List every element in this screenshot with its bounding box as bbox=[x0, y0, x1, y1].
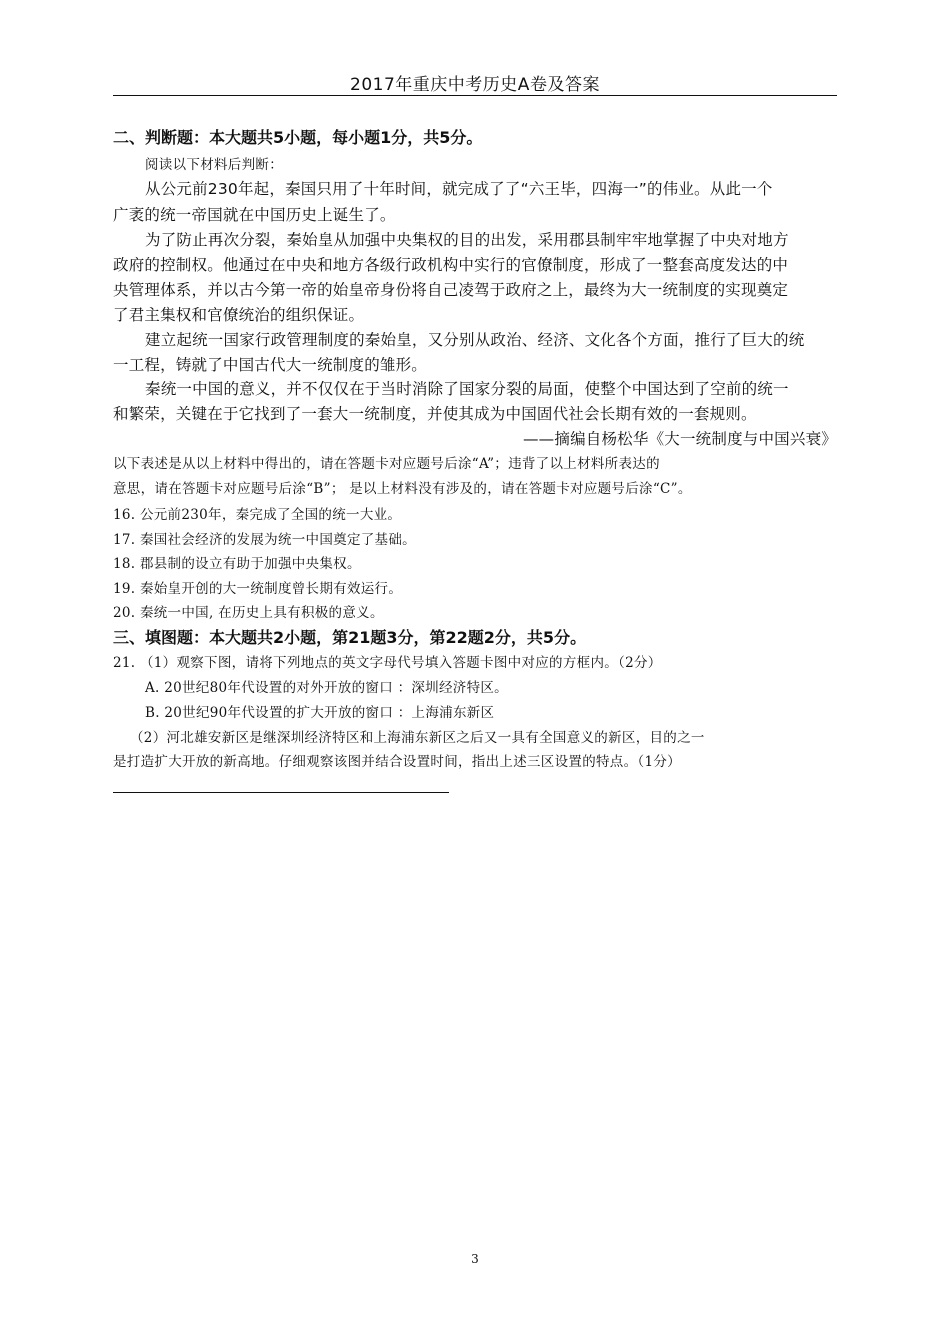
material-line: 秦统一中国的意义，并不仅仅在于当时消除了国家分裂的局面，使整个中国达到了空前的统一 bbox=[145, 380, 789, 398]
question-21-part-1: 21. （1）观察下图，请将下列地点的英文字母代号填入答题卡图中对应的方框内。（2分） bbox=[113, 655, 662, 671]
page-title: 2017年重庆中考历史A卷及答案 bbox=[350, 75, 600, 95]
question-21-option-a: A. 20世纪80年代设置的对外开放的窗口 ：深圳经济特区。 bbox=[145, 680, 508, 696]
direction-line: 以下表述是从以上材料中得出的，请在答题卡对应题号后涂“A”；违背了以上材料所表达的 bbox=[113, 456, 660, 472]
header-divider bbox=[113, 95, 837, 96]
material-line: 建立起统一国家行政管理制度的秦始皇，又分别从政治、经济、文化各个方面，推行了巨大的统 bbox=[145, 331, 805, 349]
section-2-heading: 二、判断题：本大题共5小题，每小题1分，共5分。 bbox=[113, 128, 483, 147]
answer-blank-line bbox=[113, 792, 449, 793]
question-item: 17. 秦国社会经济的发展为统一中国奠定了基础。 bbox=[113, 532, 416, 548]
question-item: 18. 郡县制的设立有助于加强中央集权。 bbox=[113, 556, 361, 572]
material-line: 一工程，铸就了中国古代大一统制度的雏形。 bbox=[113, 356, 428, 374]
material-source: ——摘编自杨松华《大一统制度与中国兴衰》 bbox=[522, 430, 837, 448]
direction-line: 意思，请在答题卡对应题号后涂“B”； 是以上材料没有涉及的，请在答题卡对应题号后涂“C”。 bbox=[113, 481, 692, 497]
material-line: 从公元前230年起，秦国只用了十年时间，就完成了了“六王毕，四海一”的伟业。从此一个 bbox=[145, 180, 773, 198]
instruction-text: 阅读以下材料后判断： bbox=[145, 157, 283, 173]
material-line: 广袤的统一帝国就在中国历史上诞生了。 bbox=[113, 206, 396, 224]
material-line: 和繁荣，关键在于它找到了一套大一统制度，并使其成为中国固代社会长期有效的一套规则。 bbox=[113, 405, 757, 423]
question-21-part-2: （2）河北雄安新区是继深圳经济特区和上海浦东新区之后又一具有全国意义的新区，目的之一 bbox=[130, 730, 705, 746]
page-number: 3 bbox=[471, 1252, 479, 1266]
question-item: 19. 秦始皇开创的大一统制度曾长期有效运行。 bbox=[113, 581, 403, 597]
section-3-heading: 三、填图题：本大题共2小题，第21题3分，第22题2分，共5分。 bbox=[113, 628, 587, 647]
question-21-part-2: 是打造扩大开放的新高地。仔细观察该图并结合设置时间，指出上述三区设置的特点。（1分） bbox=[113, 754, 681, 770]
question-21-option-b: B. 20世纪90年代设置的扩大开放的窗口 ：上海浦东新区 bbox=[145, 705, 495, 721]
material-line: 央管理体系，并以古今第一帝的始皇帝身份将自己凌驾于政府之上，最终为大一统制度的实现奠定 bbox=[113, 281, 789, 299]
material-line: 为了防止再次分裂，秦始皇从加强中央集权的目的出发，采用郡县制牢牢地掌握了中央对地方 bbox=[145, 231, 789, 249]
question-item: 16. 公元前230年，秦完成了全国的统一大业。 bbox=[113, 507, 402, 523]
material-line: 了君主集权和官僚统治的组织保证。 bbox=[113, 306, 365, 324]
material-line: 政府的控制权。他通过在中央和地方各级行政机构中实行的官僚制度，形成了一整套高度发达的中 bbox=[113, 256, 789, 274]
question-item: 20. 秦统一中国, 在历史上具有积极的意义。 bbox=[113, 605, 384, 621]
